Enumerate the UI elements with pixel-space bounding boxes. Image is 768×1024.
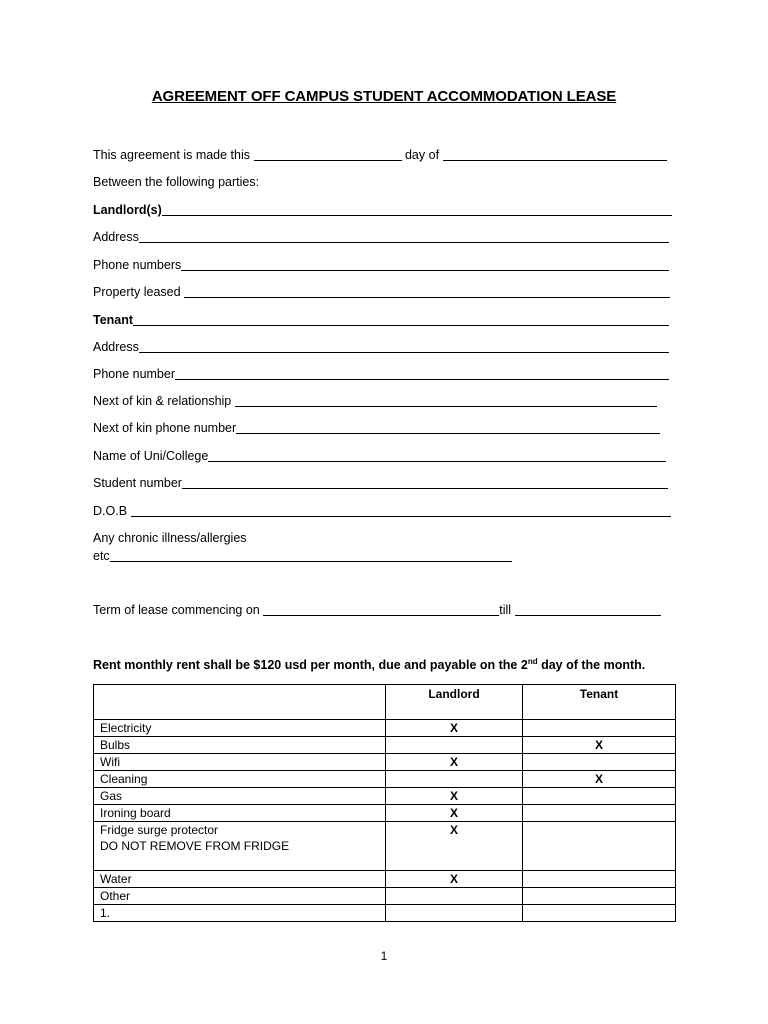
next-of-kin-phone-label: Next of kin phone number [93, 421, 237, 435]
student-number-label: Student number [93, 476, 182, 490]
row-landlord-mark: X [386, 720, 523, 737]
row-item: Electricity [94, 720, 386, 737]
row-landlord-mark: X [386, 822, 523, 871]
table-row [94, 888, 676, 905]
lease-term-line [93, 603, 675, 617]
landlord-phone-label: Phone numbers [93, 258, 182, 272]
till-label: till [499, 603, 512, 617]
landlord-field[interactable] [162, 203, 672, 216]
table-header-tenant: Tenant [523, 685, 676, 720]
table-row [94, 737, 676, 754]
uni-label: Name of Uni/College [93, 449, 209, 463]
landlord-line [93, 203, 675, 217]
next-of-kin-phone-line [93, 421, 675, 435]
property-leased-line [93, 285, 675, 299]
row-item: Water [94, 871, 386, 888]
row-landlord-mark [386, 771, 523, 788]
row-item [94, 822, 386, 871]
table-row [94, 720, 676, 737]
row-landlord-mark: X [386, 788, 523, 805]
row-landlord-mark [386, 905, 523, 922]
table-row [94, 805, 676, 822]
next-of-kin-phone-field[interactable] [236, 421, 660, 434]
row-landlord-mark: X [386, 871, 523, 888]
tenant-phone-label: Phone number [93, 367, 176, 381]
chronic-etc-label: etc [93, 549, 110, 563]
tenant-line [93, 313, 675, 327]
table-header-landlord: Landlord [386, 685, 523, 720]
table-header-item [94, 685, 386, 720]
row-tenant-mark [523, 788, 676, 805]
landlord-phone-field[interactable] [181, 258, 669, 271]
uni-line [93, 449, 675, 463]
tenant-label: Tenant [93, 313, 134, 327]
next-of-kin-line [93, 394, 675, 408]
rent-text: Rent monthly rent shall be $120 usd per month, due and payable on the 2 [93, 658, 528, 673]
table-header-row [94, 685, 676, 720]
table-row [94, 822, 676, 871]
rent-text-after: day of the month. [541, 658, 646, 673]
utilities-table [93, 684, 676, 922]
landlord-address-field[interactable] [139, 230, 669, 243]
tenant-address-field[interactable] [139, 340, 669, 353]
student-number-line [93, 476, 675, 490]
row-landlord-mark: X [386, 805, 523, 822]
month-field[interactable] [443, 148, 667, 161]
tenant-phone-field[interactable] [175, 367, 669, 380]
dob-line [93, 504, 675, 518]
row-tenant-mark [523, 905, 676, 922]
table-row [94, 771, 676, 788]
chronic-illness-line2 [93, 549, 675, 563]
table-row [94, 788, 676, 805]
row-tenant-mark [523, 754, 676, 771]
table-row [94, 871, 676, 888]
rent-statement [93, 657, 645, 672]
tenant-field[interactable] [133, 313, 669, 326]
page-number: 1 [380, 949, 388, 963]
table-row [94, 905, 676, 922]
row-item-line1: Fridge surge protector [100, 823, 219, 837]
landlord-phone-line [93, 258, 675, 272]
uni-field[interactable] [208, 449, 666, 462]
row-tenant-mark [523, 888, 676, 905]
landlord-address-line [93, 230, 675, 244]
parties-line: Between the following parties: [93, 175, 260, 189]
row-item: Other [94, 888, 386, 905]
row-tenant-mark [523, 720, 676, 737]
landlord-address-label: Address [93, 230, 139, 244]
property-leased-label: Property leased [93, 285, 181, 299]
row-item: Ironing board [94, 805, 386, 822]
commencing-label: Term of lease commencing on [93, 603, 260, 617]
chronic-illness-field[interactable] [110, 549, 512, 562]
day-of-label: day of [404, 148, 440, 162]
row-tenant-mark: X [523, 737, 676, 754]
tenant-address-label: Address [93, 340, 139, 354]
row-tenant-mark [523, 871, 676, 888]
next-of-kin-field[interactable] [235, 394, 657, 407]
property-leased-field[interactable] [184, 285, 670, 298]
row-item: Bulbs [94, 737, 386, 754]
made-label: This agreement is made this [93, 148, 251, 162]
table-row [94, 754, 676, 771]
commencing-field[interactable] [263, 603, 499, 616]
row-tenant-mark [523, 805, 676, 822]
landlord-label: Landlord(s) [93, 203, 162, 217]
row-landlord-mark: X [386, 754, 523, 771]
row-tenant-mark: X [523, 771, 676, 788]
student-number-field[interactable] [182, 476, 668, 489]
dob-label: D.O.B [93, 504, 128, 518]
document-title: AGREEMENT OFF CAMPUS STUDENT ACCOMMODATION LEASE [151, 88, 617, 105]
chronic-illness-line1: Any chronic illness/allergies [93, 531, 247, 545]
agreement-date-line [93, 148, 675, 162]
day-field[interactable] [254, 148, 402, 161]
row-item: Cleaning [94, 771, 386, 788]
rent-superscript: nd [527, 657, 538, 666]
row-item-line2: DO NOT REMOVE FROM FRIDGE [100, 839, 290, 853]
tenant-phone-line [93, 367, 675, 381]
till-field[interactable] [515, 603, 661, 616]
row-item: 1. [94, 905, 386, 922]
dob-field[interactable] [131, 504, 671, 517]
row-item: Gas [94, 788, 386, 805]
next-of-kin-label: Next of kin & relationship [93, 394, 232, 408]
row-landlord-mark [386, 737, 523, 754]
row-item: Wifi [94, 754, 386, 771]
row-tenant-mark [523, 822, 676, 871]
row-landlord-mark [386, 888, 523, 905]
tenant-address-line [93, 340, 675, 354]
